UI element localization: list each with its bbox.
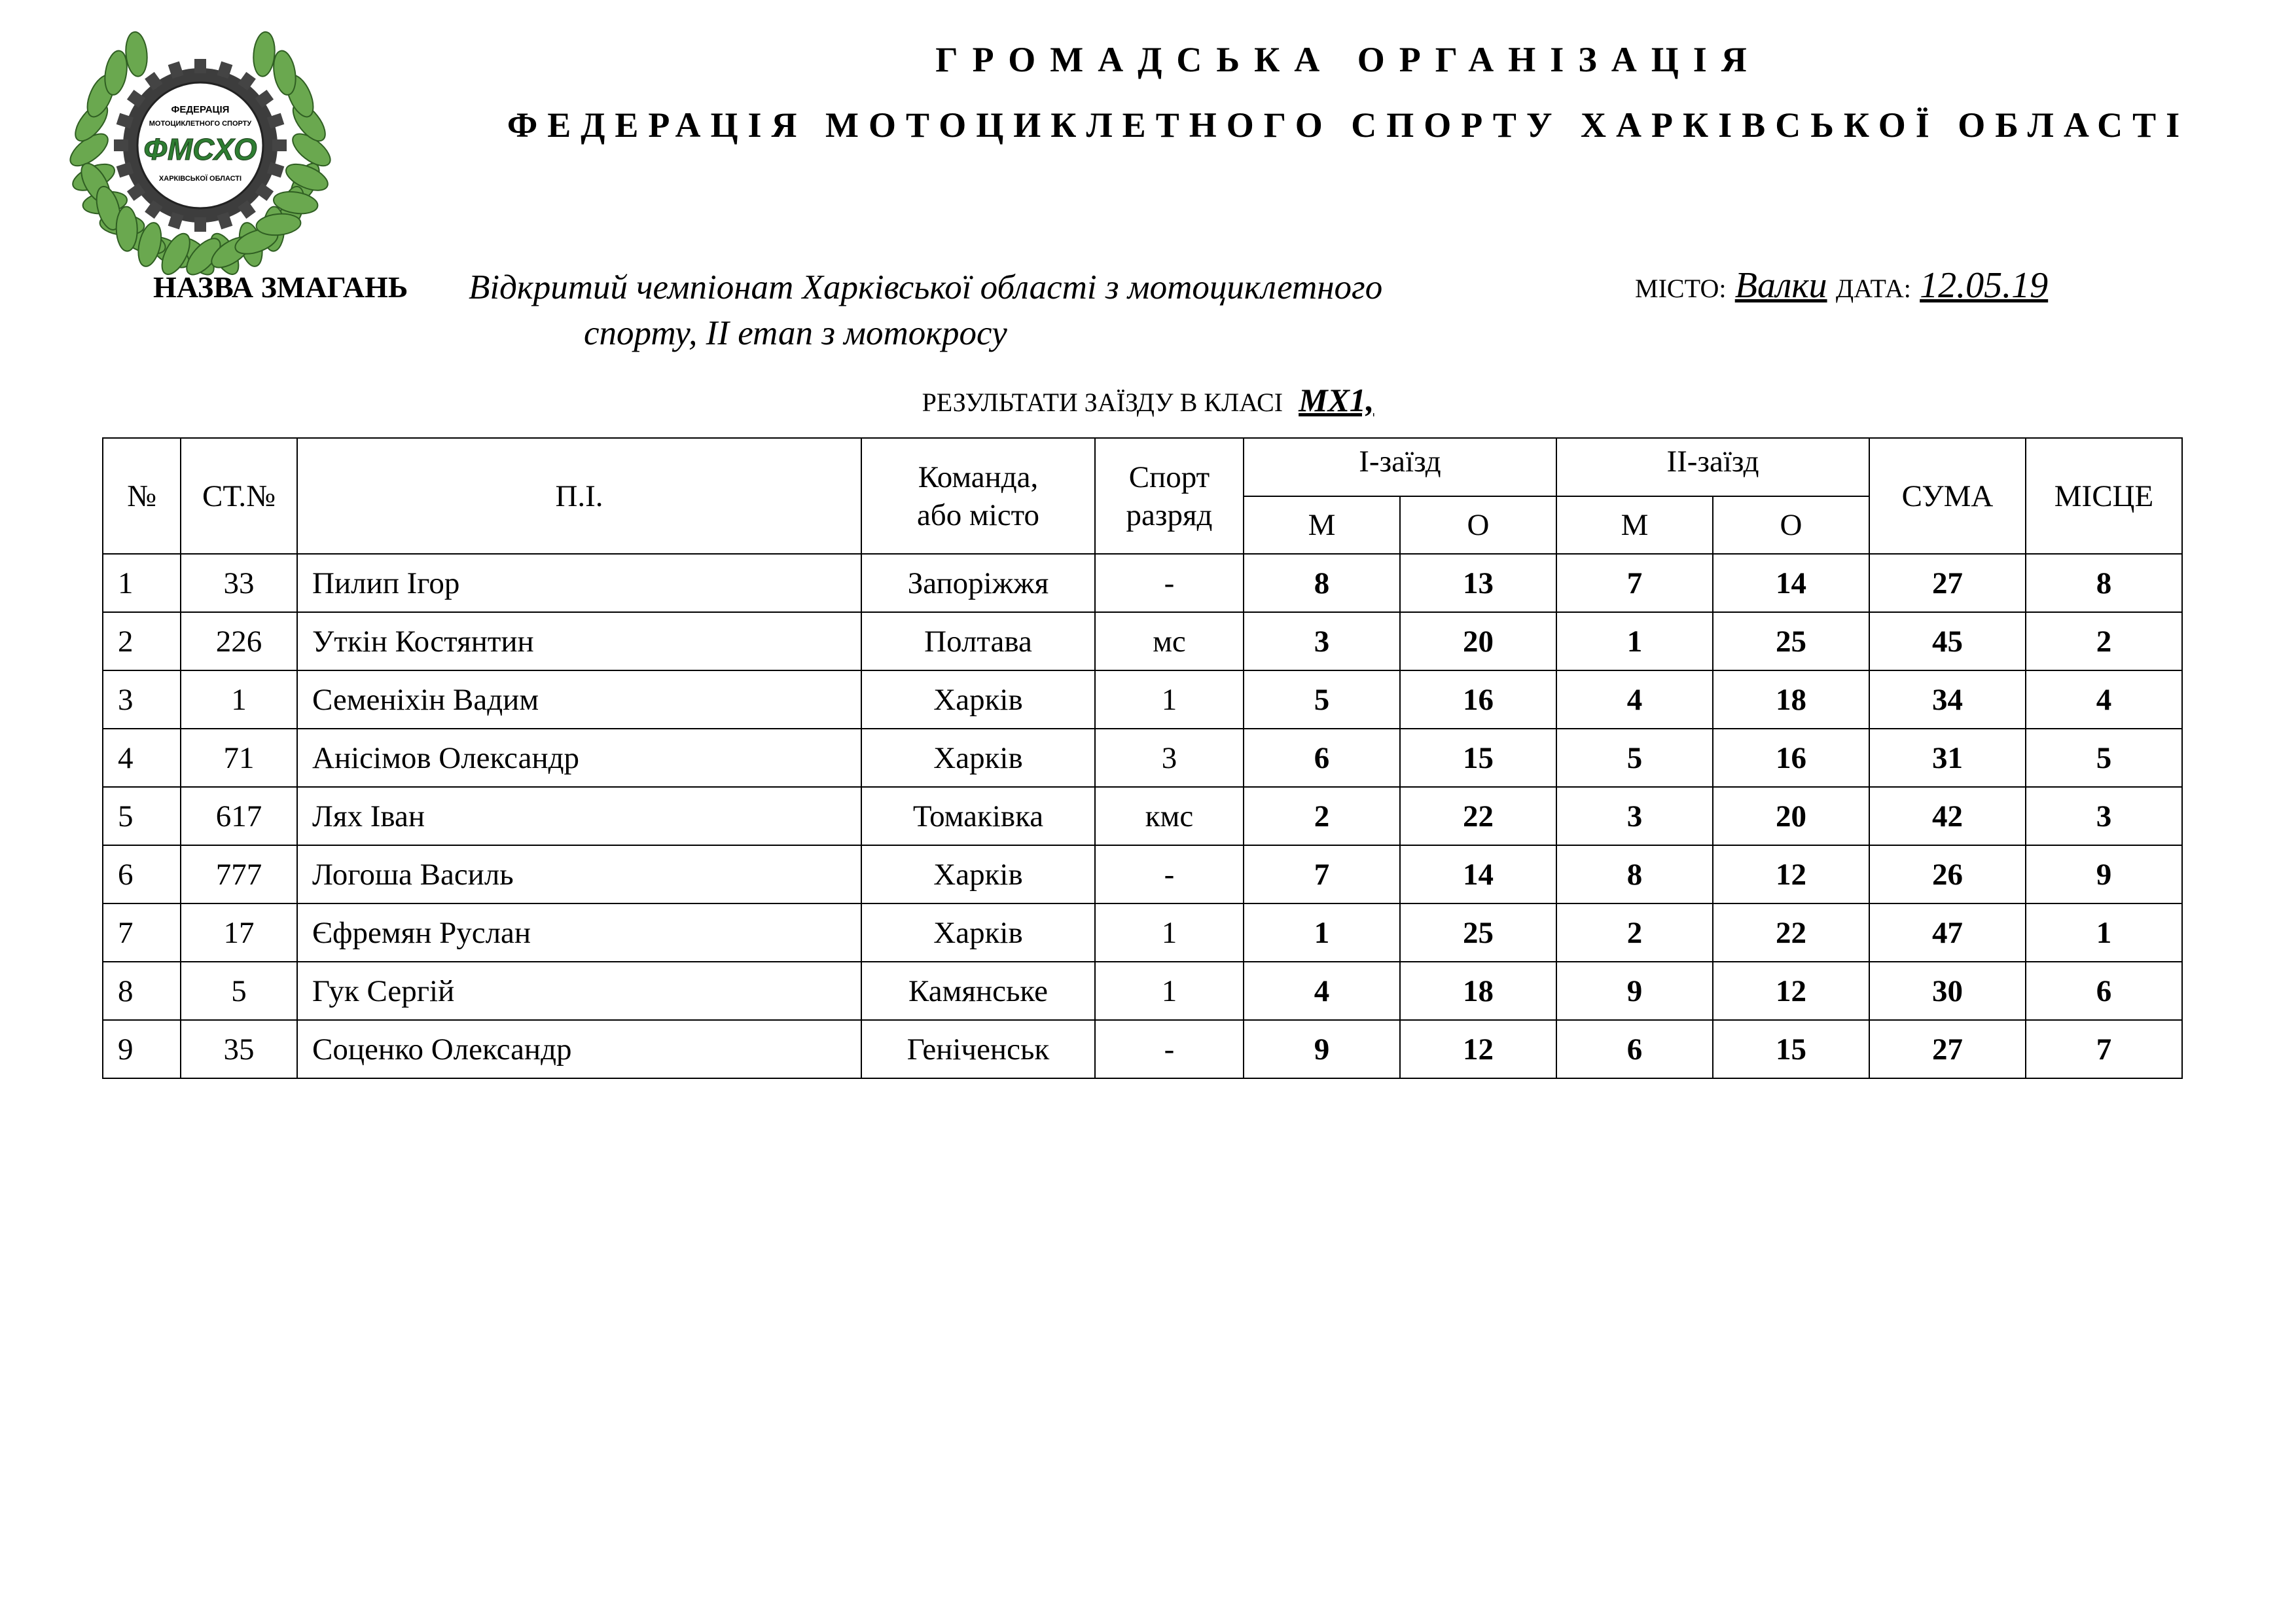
cell-name: Уткін Костянтин (297, 612, 861, 670)
cell-start-no: 71 (181, 729, 297, 787)
cell-race1-o: 20 (1400, 612, 1556, 670)
cell-place: 2 (2026, 612, 2182, 670)
cell-race1-m: 3 (1244, 612, 1400, 670)
cell-place: 8 (2026, 554, 2182, 612)
cell-start-no: 5 (181, 962, 297, 1020)
results-class: МХ1, (1299, 382, 1374, 418)
cell-race2-m: 6 (1556, 1020, 1713, 1078)
cell-race1-o: 13 (1400, 554, 1556, 612)
header-team-line2: або місто (916, 498, 1040, 532)
cell-no: 6 (103, 845, 181, 903)
city-label: МІСТО: (1635, 274, 1727, 303)
header-no: № (103, 438, 181, 554)
table-row (103, 1020, 2182, 1078)
table-row (103, 554, 2182, 612)
table-row (103, 612, 2182, 670)
cell-race2-m: 2 (1556, 903, 1713, 962)
header-rank-line1: Спорт (1128, 460, 1210, 494)
cell-sum: 42 (1869, 787, 2026, 845)
table-row (103, 903, 2182, 962)
cell-place: 1 (2026, 903, 2182, 962)
header-race1: І-заїзд (1244, 438, 1556, 496)
cell-race1-o: 12 (1400, 1020, 1556, 1078)
cell-race1-m: 4 (1244, 962, 1400, 1020)
org-title-line2: ФЕДЕРАЦІЯ МОТОЦИКЛЕТНОГО СПОРТУ ХАРКІВСЬКОЇ ОБЛАСТІ (507, 105, 2190, 145)
cell-start-no: 17 (181, 903, 297, 962)
cell-race2-m: 4 (1556, 670, 1713, 729)
cell-rank: мс (1095, 612, 1244, 670)
cell-race1-o: 14 (1400, 845, 1556, 903)
cell-no: 7 (103, 903, 181, 962)
table-row (103, 787, 2182, 845)
results-table (102, 437, 2183, 1079)
cell-start-no: 33 (181, 554, 297, 612)
cell-rank: 3 (1095, 729, 1244, 787)
cell-race2-o: 18 (1713, 670, 1869, 729)
date-label: ДАТА: (1835, 274, 1911, 303)
cell-race1-o: 18 (1400, 962, 1556, 1020)
cell-sum: 45 (1869, 612, 2026, 670)
header-place: МІСЦЕ (2026, 438, 2182, 554)
city-date (1635, 264, 2048, 306)
logo-abbr: ФМСХО (143, 132, 257, 166)
table-row (103, 729, 2182, 787)
cell-start-no: 617 (181, 787, 297, 845)
header-race2: ІІ-заїзд (1556, 438, 1869, 496)
results-title-text: РЕЗУЛЬТАТИ ЗАЇЗДУ В КЛАСІ (922, 388, 1283, 417)
cell-no: 5 (103, 787, 181, 845)
competition-name-line2: спорту, ІІ етап з мотокросу (584, 314, 1007, 352)
cell-no: 3 (103, 670, 181, 729)
cell-race2-o: 20 (1713, 787, 1869, 845)
cell-place: 9 (2026, 845, 2182, 903)
cell-sum: 27 (1869, 1020, 2026, 1078)
cell-start-no: 777 (181, 845, 297, 903)
header-rank (1095, 438, 1244, 554)
cell-rank: - (1095, 554, 1244, 612)
cell-start-no: 1 (181, 670, 297, 729)
cell-race1-o: 16 (1400, 670, 1556, 729)
header-race2-o: О (1713, 496, 1869, 554)
cell-race2-o: 12 (1713, 845, 1869, 903)
cell-rank: 1 (1095, 962, 1244, 1020)
cell-team: Харків (861, 845, 1095, 903)
org-title-line1: ГРОМАДСЬКА ОРГАНІЗАЦІЯ (935, 40, 1761, 79)
cell-sum: 47 (1869, 903, 2026, 962)
cell-sum: 31 (1869, 729, 2026, 787)
gear-tooth (194, 217, 206, 232)
cell-race2-m: 3 (1556, 787, 1713, 845)
laurel-leaf (116, 206, 138, 251)
cell-sum: 34 (1869, 670, 2026, 729)
cell-name: Пилип Ігор (297, 554, 861, 612)
gear-tooth (272, 139, 287, 151)
cell-team: Полтава (861, 612, 1095, 670)
results-table-body (103, 554, 2182, 1078)
cell-team: Геніченськ (861, 1020, 1095, 1078)
cell-race1-m: 9 (1244, 1020, 1400, 1078)
cell-no: 9 (103, 1020, 181, 1078)
federation-logo (56, 14, 344, 276)
header-team-line1: Команда, (918, 460, 1039, 494)
cell-no: 8 (103, 962, 181, 1020)
cell-race2-m: 5 (1556, 729, 1713, 787)
cell-name: Лях Іван (297, 787, 861, 845)
cell-start-no: 35 (181, 1020, 297, 1078)
cell-race2-m: 1 (1556, 612, 1713, 670)
cell-sum: 30 (1869, 962, 2026, 1020)
laurel-leaf (252, 31, 277, 77)
cell-place: 5 (2026, 729, 2182, 787)
cell-team: Харків (861, 903, 1095, 962)
cell-race2-m: 8 (1556, 845, 1713, 903)
cell-sum: 26 (1869, 845, 2026, 903)
cell-race2-o: 15 (1713, 1020, 1869, 1078)
table-row (103, 670, 2182, 729)
header-sum: СУМА (1869, 438, 2026, 554)
cell-race1-m: 2 (1244, 787, 1400, 845)
cell-rank: - (1095, 1020, 1244, 1078)
results-table-header (103, 438, 2182, 554)
cell-team: Харків (861, 670, 1095, 729)
cell-name: Семеніхін Вадим (297, 670, 861, 729)
table-row (103, 962, 2182, 1020)
competition-name (469, 264, 1549, 356)
cell-team: Харків (861, 729, 1095, 787)
cell-race2-o: 14 (1713, 554, 1869, 612)
city-value: Валки (1734, 265, 1827, 306)
cell-race1-o: 25 (1400, 903, 1556, 962)
laurel-leaf (255, 212, 302, 237)
cell-race2-m: 9 (1556, 962, 1713, 1020)
header-rank-line2: разряд (1126, 498, 1213, 532)
table-row (103, 845, 2182, 903)
results-title (0, 381, 2296, 419)
cell-place: 6 (2026, 962, 2182, 1020)
header-team (861, 438, 1095, 554)
laurel-leaf (124, 31, 149, 77)
cell-race1-m: 6 (1244, 729, 1400, 787)
cell-rank: кмс (1095, 787, 1244, 845)
cell-race1-m: 8 (1244, 554, 1400, 612)
cell-race1-m: 7 (1244, 845, 1400, 903)
competition-name-line1: Відкритий чемпіонат Харківської області з мотоциклетного (469, 268, 1383, 306)
cell-place: 4 (2026, 670, 2182, 729)
cell-no: 4 (103, 729, 181, 787)
gear-tooth (194, 59, 206, 73)
cell-race1-m: 5 (1244, 670, 1400, 729)
cell-place: 3 (2026, 787, 2182, 845)
cell-rank: - (1095, 845, 1244, 903)
header-start-no: СТ.№ (181, 438, 297, 554)
cell-race1-o: 15 (1400, 729, 1556, 787)
cell-team: Томаківка (861, 787, 1095, 845)
cell-name: Єфремян Руслан (297, 903, 861, 962)
cell-no: 1 (103, 554, 181, 612)
cell-race1-m: 1 (1244, 903, 1400, 962)
cell-team: Запоріжжя (861, 554, 1095, 612)
logo-text-bottom: ХАРКІВСЬКОЇ ОБЛАСТІ (158, 175, 242, 183)
cell-race2-o: 25 (1713, 612, 1869, 670)
cell-start-no: 226 (181, 612, 297, 670)
cell-team: Камянське (861, 962, 1095, 1020)
cell-name: Анісімов Олександр (297, 729, 861, 787)
cell-no: 2 (103, 612, 181, 670)
logo-text-top2: МОТОЦИКЛЕТНОГО СПОРТУ (149, 120, 252, 128)
cell-race2-m: 7 (1556, 554, 1713, 612)
header-race2-m: М (1556, 496, 1713, 554)
header-race1-o: О (1400, 496, 1556, 554)
gear-tooth (114, 139, 128, 151)
cell-name: Соценко Олександр (297, 1020, 861, 1078)
date-value: 12.05.19 (1920, 265, 2049, 306)
cell-rank: 1 (1095, 903, 1244, 962)
cell-name: Гук Сергій (297, 962, 861, 1020)
cell-rank: 1 (1095, 670, 1244, 729)
cell-race2-o: 22 (1713, 903, 1869, 962)
cell-name: Логоша Василь (297, 845, 861, 903)
cell-sum: 27 (1869, 554, 2026, 612)
logo-text-top1: ФЕДЕРАЦІЯ (171, 104, 230, 115)
competition-label: НАЗВА ЗМАГАНЬ (153, 270, 408, 304)
header-race1-m: М (1244, 496, 1400, 554)
cell-race2-o: 12 (1713, 962, 1869, 1020)
cell-place: 7 (2026, 1020, 2182, 1078)
cell-race1-o: 22 (1400, 787, 1556, 845)
cell-race2-o: 16 (1713, 729, 1869, 787)
header-name: П.І. (297, 438, 861, 554)
